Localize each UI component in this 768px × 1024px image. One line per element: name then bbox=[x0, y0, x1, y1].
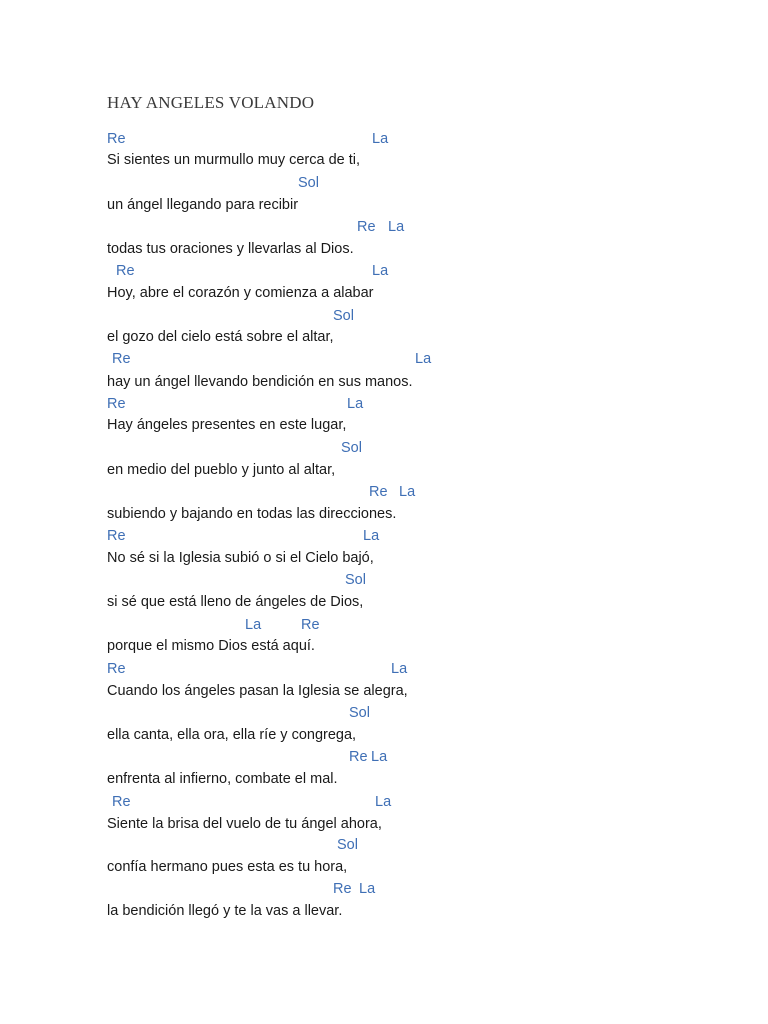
lyric-line: en medio del pueblo y junto al altar, bbox=[107, 462, 336, 478]
lyric-line: confía hermano pues esta es tu hora, bbox=[107, 859, 348, 875]
lyric-line: porque el mismo Dios está aquí. bbox=[107, 638, 315, 654]
lyric-line: el gozo del cielo está sobre el altar, bbox=[107, 329, 334, 345]
chord: Sol bbox=[333, 308, 354, 324]
lyric-line: Hoy, abre el corazón y comienza a alabar bbox=[107, 285, 374, 301]
chord: Sol bbox=[345, 572, 366, 588]
chord: Re bbox=[107, 131, 126, 147]
chord: La bbox=[347, 396, 364, 412]
chord: La bbox=[375, 794, 392, 810]
chord: La bbox=[372, 131, 389, 147]
chord: La bbox=[399, 484, 416, 500]
chord: La bbox=[359, 881, 376, 897]
lyric-line: todas tus oraciones y llevarlas al Dios. bbox=[107, 241, 354, 257]
chord: La bbox=[363, 528, 380, 544]
chord: Sol bbox=[341, 440, 362, 456]
lyric-line: Siente la brisa del vuelo de tu ángel ahora, bbox=[107, 816, 382, 832]
lyric-line: enfrenta al infierno, combate el mal. bbox=[107, 771, 338, 787]
chord: Re bbox=[357, 219, 376, 235]
chord: Re bbox=[349, 749, 368, 765]
chord: Re bbox=[107, 528, 126, 544]
chord: Re bbox=[107, 396, 126, 412]
chord: Re bbox=[333, 881, 352, 897]
chord: La bbox=[371, 749, 388, 765]
lyric-line: un ángel llegando para recibir bbox=[107, 197, 299, 213]
chord: La bbox=[245, 617, 262, 633]
chord: Re bbox=[112, 794, 131, 810]
chord: Sol bbox=[349, 705, 370, 721]
chord: Re bbox=[301, 617, 320, 633]
lyric-line: Si sientes un murmullo muy cerca de ti, bbox=[107, 152, 361, 168]
chord: La bbox=[372, 263, 389, 279]
lyric-line: ella canta, ella ora, ella ríe y congrega, bbox=[107, 727, 357, 743]
chord: Sol bbox=[298, 175, 319, 191]
lyric-line: Cuando los ángeles pasan la Iglesia se alegra, bbox=[107, 683, 408, 699]
chord: Sol bbox=[337, 837, 358, 853]
chord: La bbox=[391, 661, 408, 677]
lyric-line: No sé si la Iglesia subió o si el Cielo bajó, bbox=[107, 550, 374, 566]
chord: Re bbox=[107, 661, 126, 677]
chord: Re bbox=[369, 484, 388, 500]
chord: La bbox=[415, 351, 432, 367]
lyric-line: si sé que está lleno de ángeles de Dios, bbox=[107, 594, 364, 610]
chord: La bbox=[388, 219, 405, 235]
lyric-line: la bendición llegó y te la vas a llevar. bbox=[107, 903, 343, 919]
lyric-line: Hay ángeles presentes en este lugar, bbox=[107, 417, 347, 433]
lyric-line: hay un ángel llevando bendición en sus manos. bbox=[107, 374, 413, 390]
chord: Re bbox=[116, 263, 135, 279]
lyric-line: subiendo y bajando en todas las direcciones. bbox=[107, 506, 397, 522]
chord: Re bbox=[112, 351, 131, 367]
song-title: HAY ANGELES VOLANDO bbox=[107, 93, 315, 112]
